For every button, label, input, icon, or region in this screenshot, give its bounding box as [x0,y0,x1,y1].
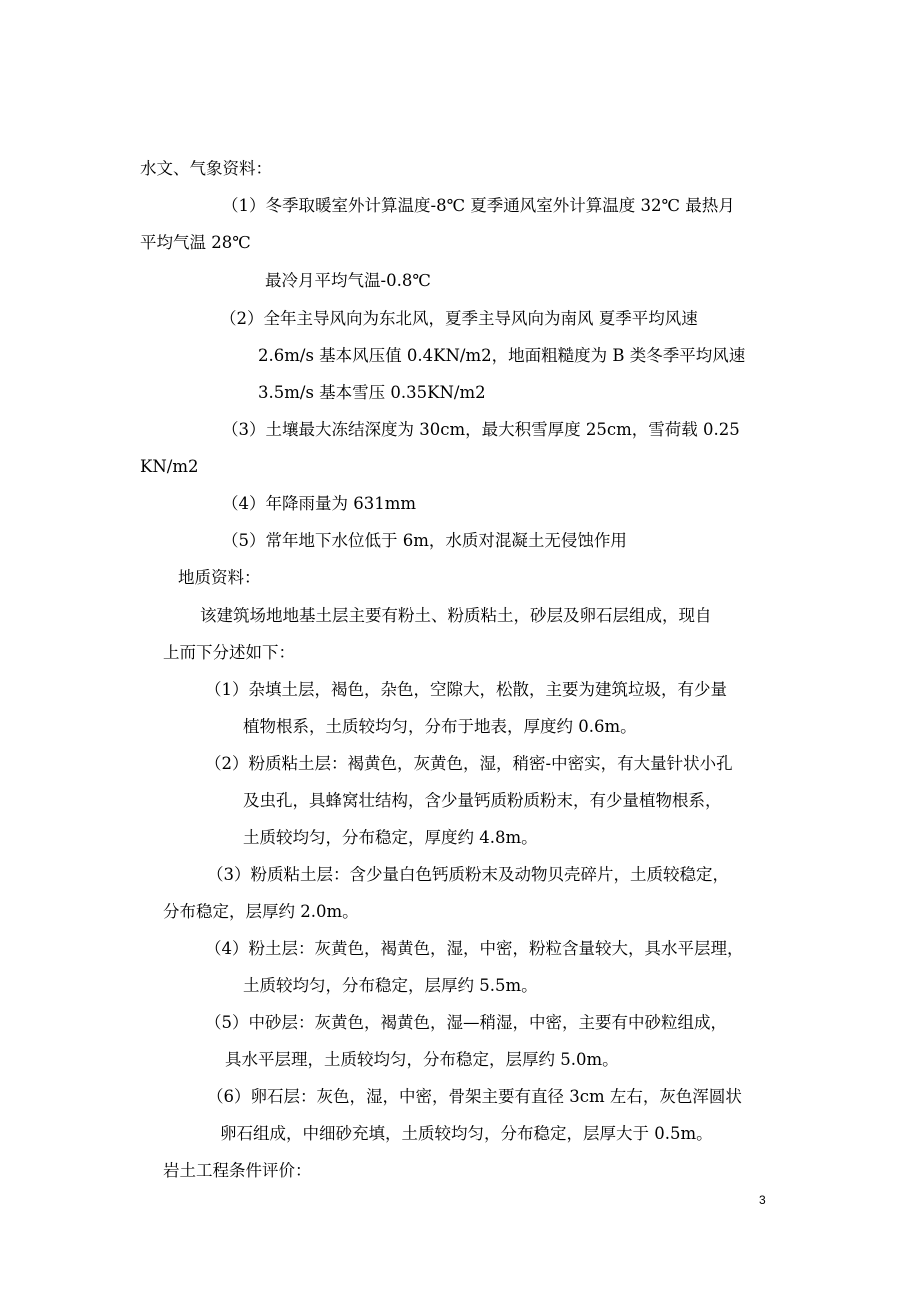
text-line: 上而下分述如下： [163,643,295,662]
text-line: 该建筑场地地基土层主要有粉土、粉质粘土，砂层及卵石层组成，现自 [200,606,712,625]
text-line: 平均气温 28℃ [140,233,251,252]
text-line: 卵石组成，中细砂充填，土质较均匀，分布稳定，层厚大于 0.5m。 [220,1124,713,1143]
text-line: 土质较均匀，分布稳定，厚度约 4.8m。 [243,828,538,847]
text-line: 植物根系，土质较均匀，分布于地表，厚度约 0.6m。 [243,717,637,736]
text-line: 具水平层理，土质较均匀，分布稳定，层厚约 5.0m。 [225,1050,619,1069]
text-line: （4）年降雨量为 631mm [222,494,417,513]
text-line: 分布稳定，层厚约 2.0m。 [163,902,359,921]
text-line: 2.6m/s 基本风压值 0.4KN/m2，地面粗糙度为 B 类冬季平均风速 [258,346,746,365]
text-line: （6）卵石层：灰色，湿，中密，骨架主要有直径 3cm 左右，灰色浑圆状 [207,1087,742,1106]
text-line: 及虫孔，具蜂窝壮结构，含少量钙质粉质粉末，有少量植物根系， [243,791,722,810]
text-line: （4）粉土层：灰黄色，褐黄色，湿，中密，粉粒含量较大，具水平层理， [205,939,744,958]
text-line: （5）中砂层：灰黄色，褐黄色，湿—稍湿，中密，主要有中砂粒组成， [205,1013,727,1032]
text-line: 最冷月平均气温-0.8℃ [265,271,431,290]
text-line: （3）土壤最大冻结深度为 30cm，最大积雪厚度 25cm，雪荷载 0.25 [222,420,740,439]
text-line: （1）杂填土层，褐色，杂色，空隙大，松散，主要为建筑垃圾，有少量 [205,680,727,699]
text-line: KN/m2 [140,457,199,476]
text-line: （2）全年主导风向为东北风，夏季主导风向为南风 夏季平均风速 [220,309,698,328]
page-number: 3 [759,1193,766,1207]
text-line: 岩土工程条件评价： [163,1161,312,1180]
text-line: 水文、气象资料： [140,159,272,178]
text-line: 地质资料： [178,568,261,587]
text-line: 土质较均匀，分布稳定，层厚约 5.5m。 [243,976,538,995]
text-line: （2）粉质粘土层：褐黄色，灰黄色，湿，稍密-中密实，有大量针状小孔 [205,754,733,773]
text-line: （3）粉质粘土层：含少量白色钙质粉末及动物贝壳碎片，土质较稳定， [207,865,729,884]
text-line: （5）常年地下水位低于 6m，水质对混凝土无侵蚀作用 [222,531,627,550]
text-line: 3.5m/s 基本雪压 0.35KN/m2 [258,383,486,402]
text-line: （1）冬季取暖室外计算温度-8℃ 夏季通风室外计算温度 32℃ 最热月 [222,196,735,215]
